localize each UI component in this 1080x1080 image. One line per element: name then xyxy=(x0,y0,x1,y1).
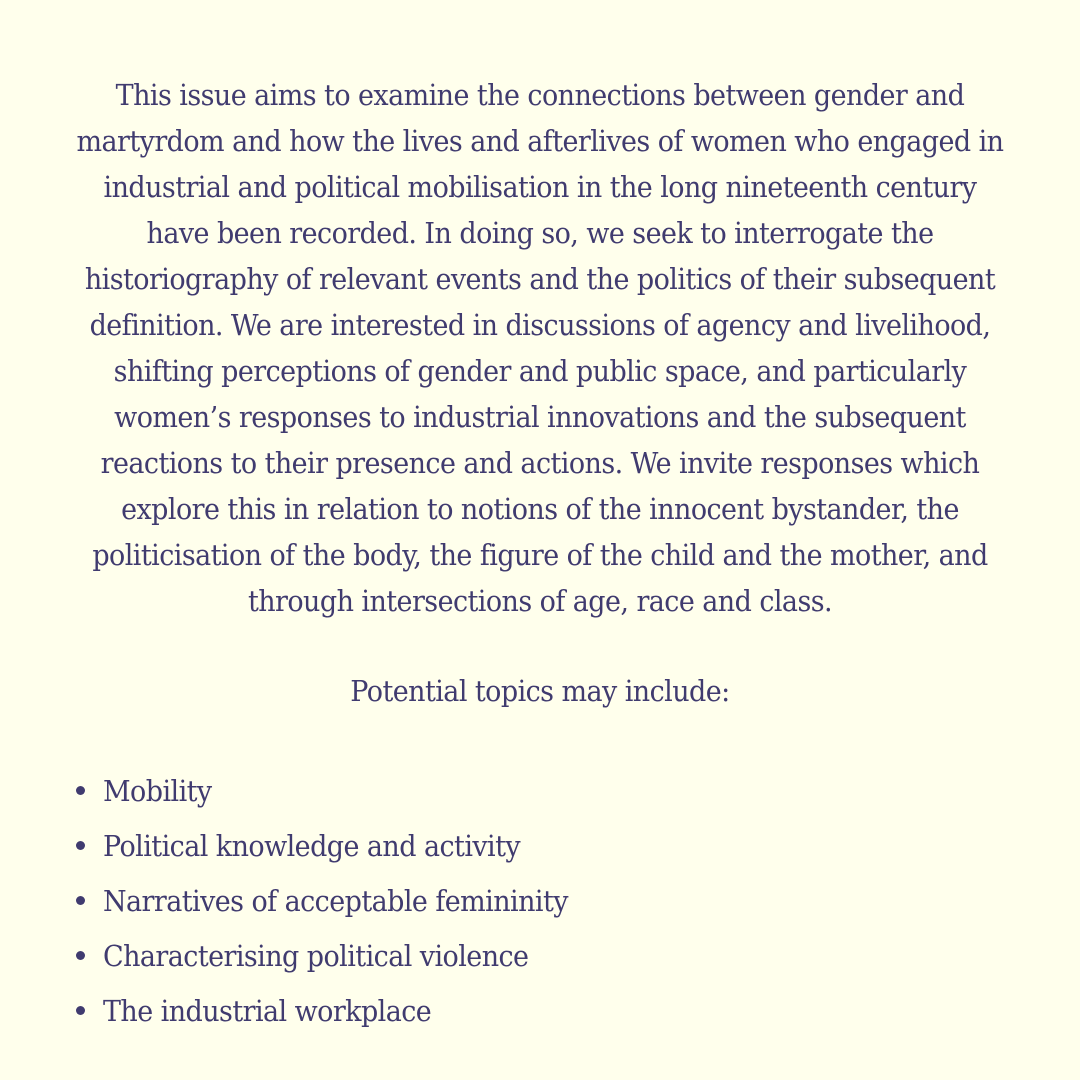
bullet-icon xyxy=(76,786,85,795)
intro-line: martyrdom and how the lives and afterlives of women who engaged in xyxy=(76,124,1004,158)
intro-line: industrial and political mobilisation in the long nineteenth century xyxy=(103,170,977,204)
intro-paragraph xyxy=(40,72,1040,624)
intro-line: historiography of relevant events and the politics of their subsequent xyxy=(84,262,996,296)
intro-line: through intersections of age, race and class. xyxy=(247,584,833,618)
topic-list-item xyxy=(70,983,603,1038)
intro-line: shifting perceptions of gender and public space, and particularly xyxy=(113,354,967,388)
intro-line: women’s responses to industrial innovations and the subsequent xyxy=(114,400,966,434)
topic-text: The industrial workplace xyxy=(103,993,432,1028)
bullet-icon xyxy=(76,1006,85,1015)
intro-line: politicisation of the body, the figure of the child and the mother, and xyxy=(92,538,988,572)
topics-heading xyxy=(40,668,1040,714)
intro-line: This issue aims to examine the connections between gender and xyxy=(115,78,965,112)
topic-list-item xyxy=(70,818,603,873)
topics-heading-text: Potential topics may include: xyxy=(350,674,730,708)
topic-text: Narratives of acceptable femininity xyxy=(103,883,568,918)
bullet-icon xyxy=(76,951,85,960)
intro-line: definition. We are interested in discussions of agency and livelihood, xyxy=(89,308,991,342)
intro-line: explore this in relation to notions of the innocent bystander, the xyxy=(121,492,959,526)
intro-line: reactions to their presence and actions. We invite responses which xyxy=(100,446,980,480)
intro-line: have been recorded. In doing so, we seek to interrogate the xyxy=(146,216,934,250)
bullet-icon xyxy=(76,841,85,850)
bullet-icon xyxy=(76,896,85,905)
topic-list-item xyxy=(70,763,603,818)
topic-text: Political knowledge and activity xyxy=(103,828,521,863)
topics-list xyxy=(70,763,603,1038)
topic-list-item xyxy=(70,873,603,928)
topic-text: Mobility xyxy=(103,773,212,808)
topic-text: Characterising political violence xyxy=(103,938,529,973)
topic-list-item xyxy=(70,928,603,983)
